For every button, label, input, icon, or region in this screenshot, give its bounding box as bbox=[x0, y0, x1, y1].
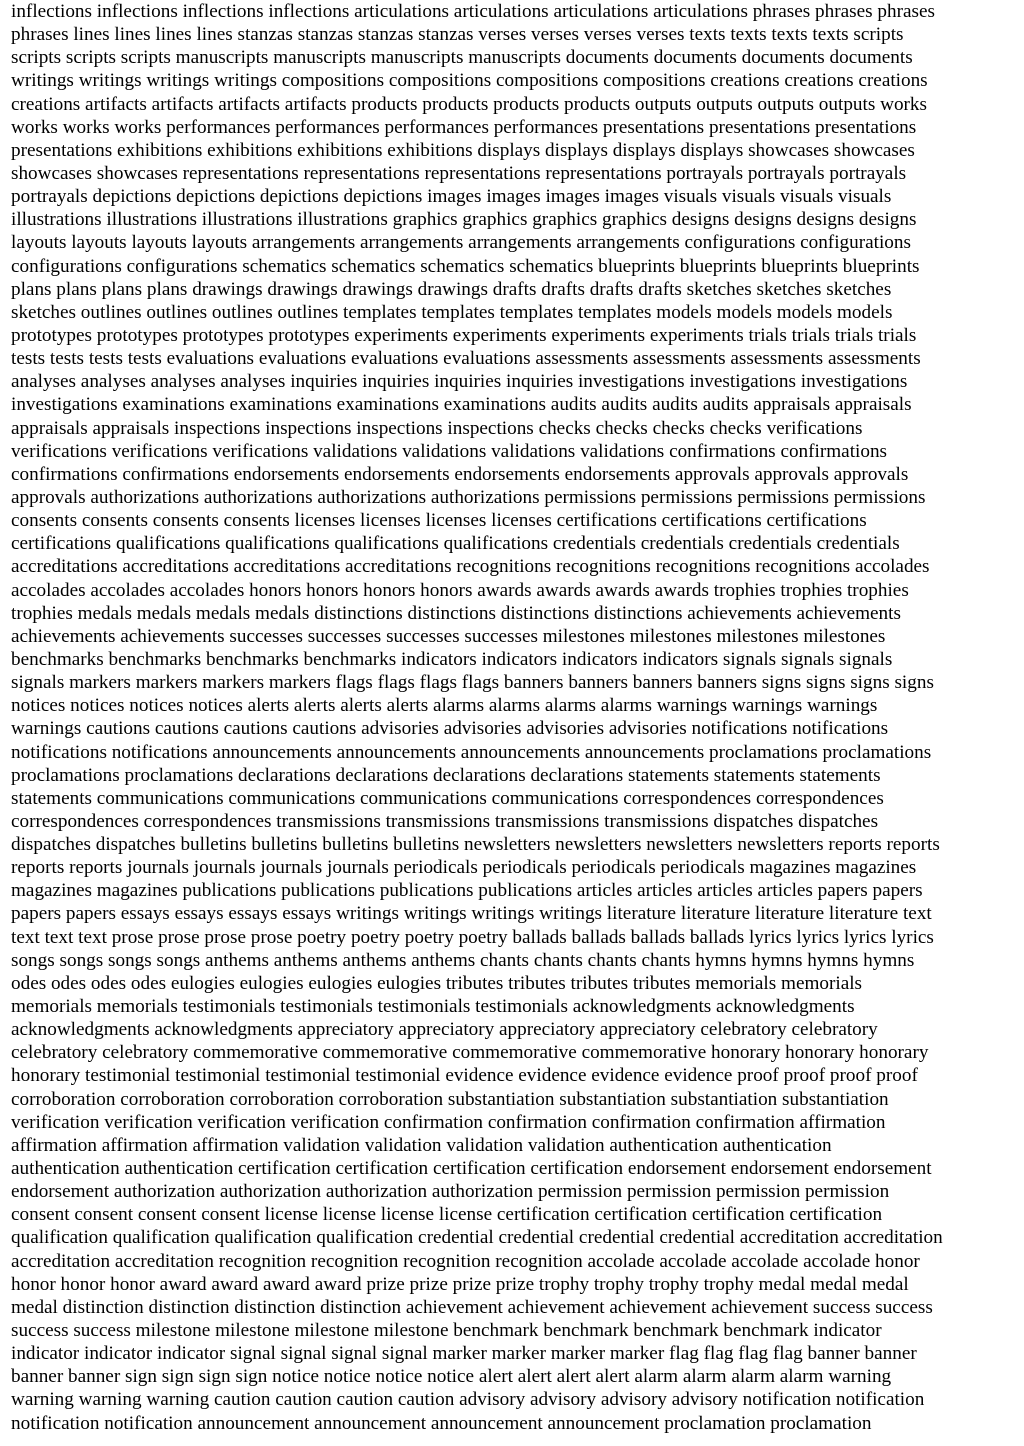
text-line: magazines magazines publications publications publications publications articles articles articles articles papers papers bbox=[11, 880, 923, 902]
text-line: analyses analyses analyses analyses inquiries inquiries inquiries inquiries investigations investigations investigations bbox=[11, 371, 908, 393]
text-line: warning warning warning caution caution caution caution advisory advisory advisory advisory notification notification bbox=[11, 1389, 925, 1411]
text-line: notices notices notices notices alerts alerts alerts alerts alarms alarms alarms alarms warnings warnings warnings bbox=[11, 695, 878, 717]
text-line: correspondences correspondences transmissions transmissions transmissions transmissions dispatches dispatches bbox=[11, 810, 879, 832]
text-line: prototypes prototypes prototypes prototypes experiments experiments experiments experiments trials trials trials trials bbox=[11, 324, 917, 346]
text-line: verification verification verification verification confirmation confirmation confirmation confirmation affirmation bbox=[11, 1111, 886, 1133]
text-line: presentations exhibitions exhibitions exhibitions exhibitions displays displays displays displays showcases showcases bbox=[11, 139, 915, 161]
text-line: notification notification announcement announcement announcement announcement proclamation proclamation bbox=[11, 1412, 872, 1434]
text-line: tests tests tests tests evaluations evaluations evaluations evaluations assessments assessments assessments assessments bbox=[11, 348, 921, 370]
text-line: approvals authorizations authorizations authorizations authorizations permissions permissions permissions permissions bbox=[11, 486, 926, 508]
text-line: acknowledgments acknowledgments appreciatory appreciatory appreciatory appreciatory celebratory celebratory bbox=[11, 1019, 878, 1041]
text-line: statements communications communications communications communications correspondences correspondences bbox=[11, 787, 884, 809]
text-line: indicator indicator indicator signal signal signal signal marker marker marker marker flag flag flag flag banner banner bbox=[11, 1343, 917, 1365]
text-line: dispatches dispatches bulletins bulletins bulletins bulletins newsletters newsletters newsletters newsletters reports reports bbox=[11, 834, 940, 856]
text-line: banner banner sign sign sign sign notice notice notice notice alert alert alert alert alarm alarm alarm alarm warning bbox=[11, 1366, 892, 1388]
text-line: proclamations proclamations declarations declarations declarations declarations statements statements statements bbox=[11, 764, 881, 786]
text-line: creations artifacts artifacts artifacts artifacts products products products products outputs outputs outputs outputs works bbox=[11, 93, 927, 115]
text-line: celebratory celebratory commemorative commemorative commemorative commemorative honorary honorary honorary bbox=[11, 1042, 929, 1064]
text-line: configurations configurations schematics schematics schematics schematics blueprints blueprints blueprints blueprints bbox=[11, 255, 920, 277]
text-line: investigations examinations examinations examinations examinations audits audits audits audits appraisals appraisals bbox=[11, 394, 912, 416]
text-line: notifications notifications announcements announcements announcements announcements proclamations proclamations bbox=[11, 741, 932, 763]
text-line: warnings cautions cautions cautions cautions advisories advisories advisories advisories notifications notifications bbox=[11, 718, 889, 740]
text-line: honorary testimonial testimonial testimonial testimonial evidence evidence evidence evidence proof proof proof proof bbox=[11, 1065, 918, 1087]
text-line: reports reports journals journals journals journals periodicals periodicals periodicals periodicals magazines magazines bbox=[11, 857, 917, 879]
text-line: scripts scripts scripts manuscripts manuscripts manuscripts manuscripts documents documents documents documents bbox=[11, 47, 913, 69]
text-line: consent consent consent consent license license license license certification certification certification certification bbox=[11, 1204, 883, 1226]
text-line: layouts layouts layouts layouts arrangements arrangements arrangements arrangements configurations configurations bbox=[11, 232, 911, 254]
text-line: papers papers essays essays essays essays writings writings writings writings literature literature literature literature text bbox=[11, 903, 932, 925]
text-line: inflections inflections inflections inflections articulations articulations articulations articulations phrases phrases phrases bbox=[11, 1, 935, 22]
text-line: writings writings writings writings compositions compositions compositions compositions creations creations creations bbox=[11, 70, 928, 92]
text-line: affirmation affirmation affirmation validation validation validation validation authentication authentication bbox=[11, 1134, 832, 1156]
text-line: benchmarks benchmarks benchmarks benchmarks indicators indicators indicators indicators signals signals signals bbox=[11, 648, 893, 670]
text-line: phrases lines lines lines lines stanzas stanzas stanzas stanzas verses verses verses verses texts texts texts texts scripts bbox=[11, 24, 904, 46]
text-line: medal distinction distinction distinction distinction achievement achievement achievement achievement success success bbox=[11, 1296, 933, 1318]
text-line: showcases showcases representations representations representations representations portrayals portrayals portrayals bbox=[11, 162, 907, 184]
text-line: signals markers markers markers markers flags flags flags flags banners banners banners banners signs signs signs signs bbox=[11, 672, 934, 694]
text-line: endorsement authorization authorization authorization authorization permission permission permission permission bbox=[11, 1181, 890, 1203]
text-line: certifications qualifications qualifications qualifications qualifications credentials credentials credentials credentials bbox=[11, 533, 900, 555]
text-line: portrayals depictions depictions depictions depictions images images images images visuals visuals visuals visuals bbox=[11, 186, 892, 208]
text-line: appraisals appraisals inspections inspections inspections inspections checks checks checks checks verifications bbox=[11, 417, 863, 439]
text-line: text text text prose prose prose prose poetry poetry poetry poetry ballads ballads ballads ballads lyrics lyrics lyrics lyrics bbox=[11, 926, 934, 948]
text-line: illustrations illustrations illustrations illustrations graphics graphics graphics graphics designs designs designs designs bbox=[11, 209, 917, 231]
text-line: plans plans plans plans drawings drawings drawings drawings drafts drafts drafts drafts sketches sketches sketches bbox=[11, 278, 892, 300]
text-line: accreditation accreditation recognition recognition recognition recognition accolade accolade accolade accolade honor bbox=[11, 1250, 920, 1272]
text-line: memorials memorials testimonials testimonials testimonials testimonials acknowledgments acknowledgments bbox=[11, 996, 855, 1018]
text-line: honor honor honor award award award award prize prize prize prize trophy trophy trophy trophy medal medal medal bbox=[11, 1273, 909, 1295]
text-line: accolades accolades accolades honors honors honors honors awards awards awards awards trophies trophies trophies bbox=[11, 579, 909, 601]
text-line: works works works performances performances performances performances presentations presentations presentations bbox=[11, 116, 917, 138]
text-line: success success milestone milestone milestone milestone benchmark benchmark benchmark benchmark indicator bbox=[11, 1320, 882, 1342]
text-line: odes odes odes odes eulogies eulogies eulogies eulogies tributes tributes tributes tributes memorials memorials bbox=[11, 972, 863, 994]
text-line: qualification qualification qualification qualification credential credential credential credential accreditation accreditation bbox=[11, 1227, 943, 1249]
text-line: achievements achievements successes successes successes successes milestones milestones milestones milestones bbox=[11, 625, 886, 647]
text-line: songs songs songs songs anthems anthems anthems anthems chants chants chants chants hymns hymns hymns hymns bbox=[11, 949, 915, 971]
text-line: consents consents consents consents licenses licenses licenses licenses certifications certifications certifications bbox=[11, 510, 867, 532]
text-line: trophies medals medals medals medals distinctions distinctions distinctions distinctions achievements achievements bbox=[11, 602, 901, 624]
text-line: sketches outlines outlines outlines outlines templates templates templates templates models models models models bbox=[11, 301, 893, 323]
text-line: accreditations accreditations accreditations accreditations recognitions recognitions recognitions recognitions accolades bbox=[11, 556, 930, 578]
text-line: confirmations confirmations endorsements endorsements endorsements endorsements approvals approvals approvals bbox=[11, 463, 909, 485]
text-line: corroboration corroboration corroboration corroboration substantiation substantiation substantiation substantiation bbox=[11, 1088, 889, 1110]
text-line: authentication authentication certification certification certification certification endorsement endorsement endorsement bbox=[11, 1158, 932, 1180]
text-line: verifications verifications verifications validations validations validations validations confirmations confirmations bbox=[11, 440, 888, 462]
